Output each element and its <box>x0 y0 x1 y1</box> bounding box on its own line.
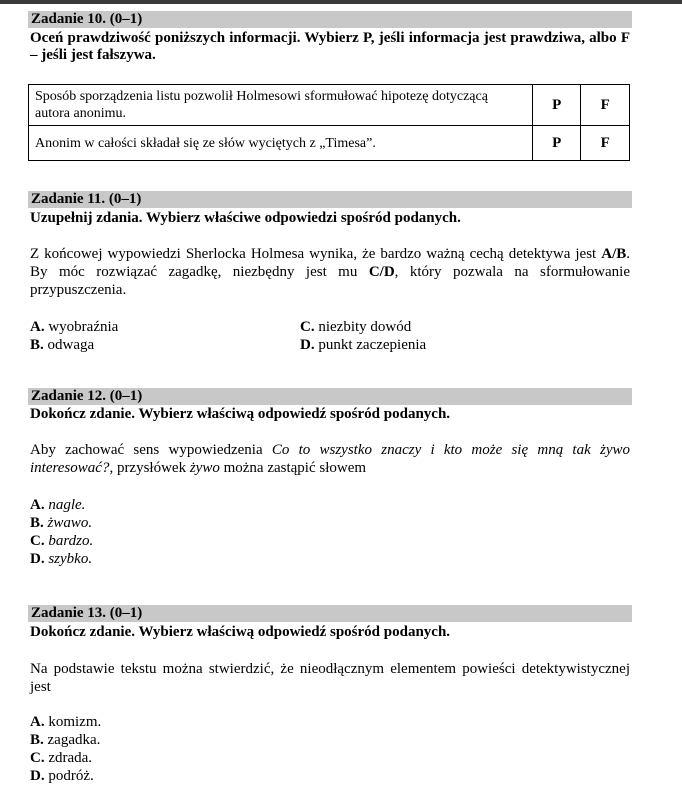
task-13-header: Zadanie 13. (0–1) <box>28 605 632 622</box>
task-13-text: Na podstawie tekstu można stwierdzić, że nieodłącznym elementem powieści detektywistycznej jest <box>30 661 630 695</box>
option-d[interactable]: D. podróż. <box>30 768 94 784</box>
option-c[interactable]: C. niezbity dowód <box>300 319 412 335</box>
option-a[interactable]: A. nagle. <box>30 497 86 513</box>
task-12-text: Aby zachować sens wypowiedzenia Co to wszystko znaczy i kto może się mną tak żywo interesować?, przysłówek żywo można zastąpić słowem <box>30 442 630 476</box>
task-11-instruction: Uzupełnij zdania. Wybierz właściwe odpowiedzi spośród podanych. <box>30 210 461 226</box>
page-top-border <box>0 0 682 4</box>
option-b[interactable]: B. zagadka. <box>30 732 101 748</box>
task-13-instruction: Dokończ zdanie. Wybierz właściwą odpowiedź spośród podanych. <box>30 624 451 640</box>
task-11-header: Zadanie 11. (0–1) <box>28 191 632 208</box>
true-option[interactable]: P <box>532 85 581 126</box>
option-b[interactable]: B. żwawo. <box>30 515 93 531</box>
statement-cell: Anonim w całości składał się ze słów wyciętych z „Timesa”. <box>29 126 533 161</box>
true-option[interactable]: P <box>532 126 581 161</box>
false-option[interactable]: F <box>581 126 630 161</box>
option-a[interactable]: A. wyobraźnia <box>30 319 119 335</box>
option-c[interactable]: C. bardzo. <box>30 533 94 549</box>
table-row <box>29 126 630 161</box>
option-b[interactable]: B. odwaga <box>30 337 95 353</box>
false-option[interactable]: F <box>581 85 630 126</box>
true-false-table <box>28 84 630 161</box>
statement-cell: Sposób sporządzenia listu pozwolił Holmesowi sformułować hipotezę dotyczącą autora anonimu. <box>29 85 533 126</box>
option-c[interactable]: C. zdrada. <box>30 750 93 766</box>
option-a[interactable]: A. komizm. <box>30 714 102 730</box>
task-12-instruction: Dokończ zdanie. Wybierz właściwą odpowiedź spośród podanych. <box>30 406 451 422</box>
task-11-text: Z końcowej wypowiedzi Sherlocka Holmesa wynika, że bardzo ważną cechą detektywa jest A/B. By móc rozwiązać zagadkę, niezbędny jest mu C/D, który pozwala na sformułowanie przypuszczenia. <box>30 246 630 298</box>
gap-1[interactable]: A/B <box>601 246 627 262</box>
gap-2[interactable]: C/D <box>368 264 395 280</box>
task-10-instruction: Oceń prawdziwość poniższych informacji. Wybierz P, jeśli informacja jest prawdziwa, albo F – jeśli jest fałszywa. <box>30 30 630 63</box>
option-d[interactable]: D. szybko. <box>30 551 93 567</box>
task-10-header: Zadanie 10. (0–1) <box>28 11 632 28</box>
task-12-header: Zadanie 12. (0–1) <box>28 388 632 405</box>
table-row <box>29 85 630 126</box>
option-d[interactable]: D. punkt zaczepienia <box>300 337 427 353</box>
